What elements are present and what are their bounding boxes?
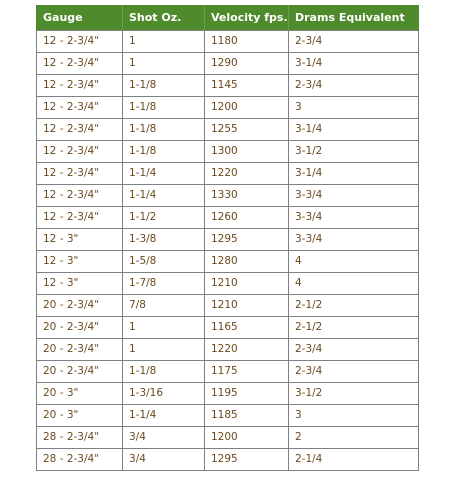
cell-velocity-fps: 1280 <box>205 250 289 272</box>
cell-shot-oz: 3/4 <box>123 448 205 470</box>
cell-drams-equivalent: 2-1/4 <box>289 448 419 470</box>
table-row <box>37 338 419 360</box>
cell-drams-equivalent: 4 <box>289 250 419 272</box>
table-row <box>37 382 419 404</box>
cell-gauge: 12 - 2-3/4" <box>37 96 123 118</box>
cell-velocity-fps: 1145 <box>205 74 289 96</box>
cell-drams-equivalent: 2-3/4 <box>289 30 419 52</box>
load-data-table-container <box>36 5 418 471</box>
cell-shot-oz: 1-1/4 <box>123 162 205 184</box>
cell-gauge: 12 - 2-3/4" <box>37 184 123 206</box>
cell-shot-oz: 1-5/8 <box>123 250 205 272</box>
header-row <box>37 5 419 30</box>
cell-shot-oz: 1-1/8 <box>123 140 205 162</box>
table-body <box>37 30 419 470</box>
cell-shot-oz: 7/8 <box>123 294 205 316</box>
cell-gauge: 20 - 2-3/4" <box>37 294 123 316</box>
header-shot-oz: Shot Oz. <box>123 5 205 30</box>
cell-drams-equivalent: 3-1/4 <box>289 162 419 184</box>
header-velocity-fps: Velocity fps. <box>205 5 289 30</box>
table-row <box>37 96 419 118</box>
cell-drams-equivalent: 3-3/4 <box>289 228 419 250</box>
cell-shot-oz: 1-7/8 <box>123 272 205 294</box>
cell-drams-equivalent: 4 <box>289 272 419 294</box>
cell-shot-oz: 1-3/16 <box>123 382 205 404</box>
cell-gauge: 12 - 3" <box>37 272 123 294</box>
cell-velocity-fps: 1295 <box>205 228 289 250</box>
cell-velocity-fps: 1220 <box>205 338 289 360</box>
table-row <box>37 250 419 272</box>
cell-gauge: 20 - 3" <box>37 382 123 404</box>
cell-velocity-fps: 1175 <box>205 360 289 382</box>
cell-gauge: 12 - 2-3/4" <box>37 30 123 52</box>
load-data-table <box>36 5 419 471</box>
cell-velocity-fps: 1195 <box>205 382 289 404</box>
cell-velocity-fps: 1290 <box>205 52 289 74</box>
cell-velocity-fps: 1210 <box>205 272 289 294</box>
table-row <box>37 294 419 316</box>
cell-gauge: 12 - 2-3/4" <box>37 140 123 162</box>
cell-shot-oz: 1-1/4 <box>123 404 205 426</box>
cell-shot-oz: 1-1/8 <box>123 74 205 96</box>
table-row <box>37 404 419 426</box>
cell-drams-equivalent: 2 <box>289 426 419 448</box>
cell-drams-equivalent: 3 <box>289 96 419 118</box>
cell-drams-equivalent: 3-3/4 <box>289 206 419 228</box>
table-row <box>37 184 419 206</box>
cell-shot-oz: 1 <box>123 30 205 52</box>
cell-drams-equivalent: 2-3/4 <box>289 360 419 382</box>
table-header <box>37 5 419 30</box>
table-row <box>37 448 419 470</box>
cell-shot-oz: 1-1/2 <box>123 206 205 228</box>
cell-velocity-fps: 1180 <box>205 30 289 52</box>
cell-shot-oz: 1-3/8 <box>123 228 205 250</box>
cell-gauge: 20 - 2-3/4" <box>37 338 123 360</box>
cell-velocity-fps: 1165 <box>205 316 289 338</box>
cell-shot-oz: 1 <box>123 316 205 338</box>
table-row <box>37 140 419 162</box>
cell-shot-oz: 1 <box>123 52 205 74</box>
cell-drams-equivalent: 3-1/4 <box>289 52 419 74</box>
cell-gauge: 20 - 3" <box>37 404 123 426</box>
cell-drams-equivalent: 3-1/2 <box>289 382 419 404</box>
cell-gauge: 12 - 2-3/4" <box>37 206 123 228</box>
cell-gauge: 12 - 2-3/4" <box>37 162 123 184</box>
cell-drams-equivalent: 3-1/4 <box>289 118 419 140</box>
table-row <box>37 118 419 140</box>
table-row <box>37 206 419 228</box>
table-row <box>37 360 419 382</box>
table-row <box>37 228 419 250</box>
cell-drams-equivalent: 3-3/4 <box>289 184 419 206</box>
cell-gauge: 12 - 3" <box>37 228 123 250</box>
cell-velocity-fps: 1260 <box>205 206 289 228</box>
header-drams-equivalent: Drams Equivalent <box>289 5 419 30</box>
cell-drams-equivalent: 3 <box>289 404 419 426</box>
cell-gauge: 12 - 2-3/4" <box>37 52 123 74</box>
cell-shot-oz: 1 <box>123 338 205 360</box>
cell-shot-oz: 1-1/8 <box>123 360 205 382</box>
table-row <box>37 316 419 338</box>
cell-gauge: 12 - 2-3/4" <box>37 74 123 96</box>
cell-gauge: 20 - 2-3/4" <box>37 360 123 382</box>
cell-drams-equivalent: 2-3/4 <box>289 74 419 96</box>
cell-velocity-fps: 1295 <box>205 448 289 470</box>
table-row <box>37 52 419 74</box>
cell-velocity-fps: 1220 <box>205 162 289 184</box>
table-row <box>37 74 419 96</box>
cell-velocity-fps: 1200 <box>205 96 289 118</box>
table-row <box>37 162 419 184</box>
cell-gauge: 20 - 2-3/4" <box>37 316 123 338</box>
table-row <box>37 30 419 52</box>
header-gauge: Gauge <box>37 5 123 30</box>
cell-drams-equivalent: 2-3/4 <box>289 338 419 360</box>
cell-velocity-fps: 1210 <box>205 294 289 316</box>
cell-velocity-fps: 1200 <box>205 426 289 448</box>
cell-gauge: 28 - 2-3/4" <box>37 448 123 470</box>
cell-gauge: 12 - 2-3/4" <box>37 118 123 140</box>
table-row <box>37 426 419 448</box>
cell-drams-equivalent: 2-1/2 <box>289 294 419 316</box>
cell-velocity-fps: 1300 <box>205 140 289 162</box>
cell-shot-oz: 1-1/4 <box>123 184 205 206</box>
cell-shot-oz: 3/4 <box>123 426 205 448</box>
cell-shot-oz: 1-1/8 <box>123 118 205 140</box>
cell-gauge: 12 - 3" <box>37 250 123 272</box>
cell-velocity-fps: 1185 <box>205 404 289 426</box>
table-row <box>37 272 419 294</box>
cell-gauge: 28 - 2-3/4" <box>37 426 123 448</box>
cell-drams-equivalent: 2-1/2 <box>289 316 419 338</box>
cell-shot-oz: 1-1/8 <box>123 96 205 118</box>
cell-velocity-fps: 1255 <box>205 118 289 140</box>
cell-drams-equivalent: 3-1/2 <box>289 140 419 162</box>
cell-velocity-fps: 1330 <box>205 184 289 206</box>
